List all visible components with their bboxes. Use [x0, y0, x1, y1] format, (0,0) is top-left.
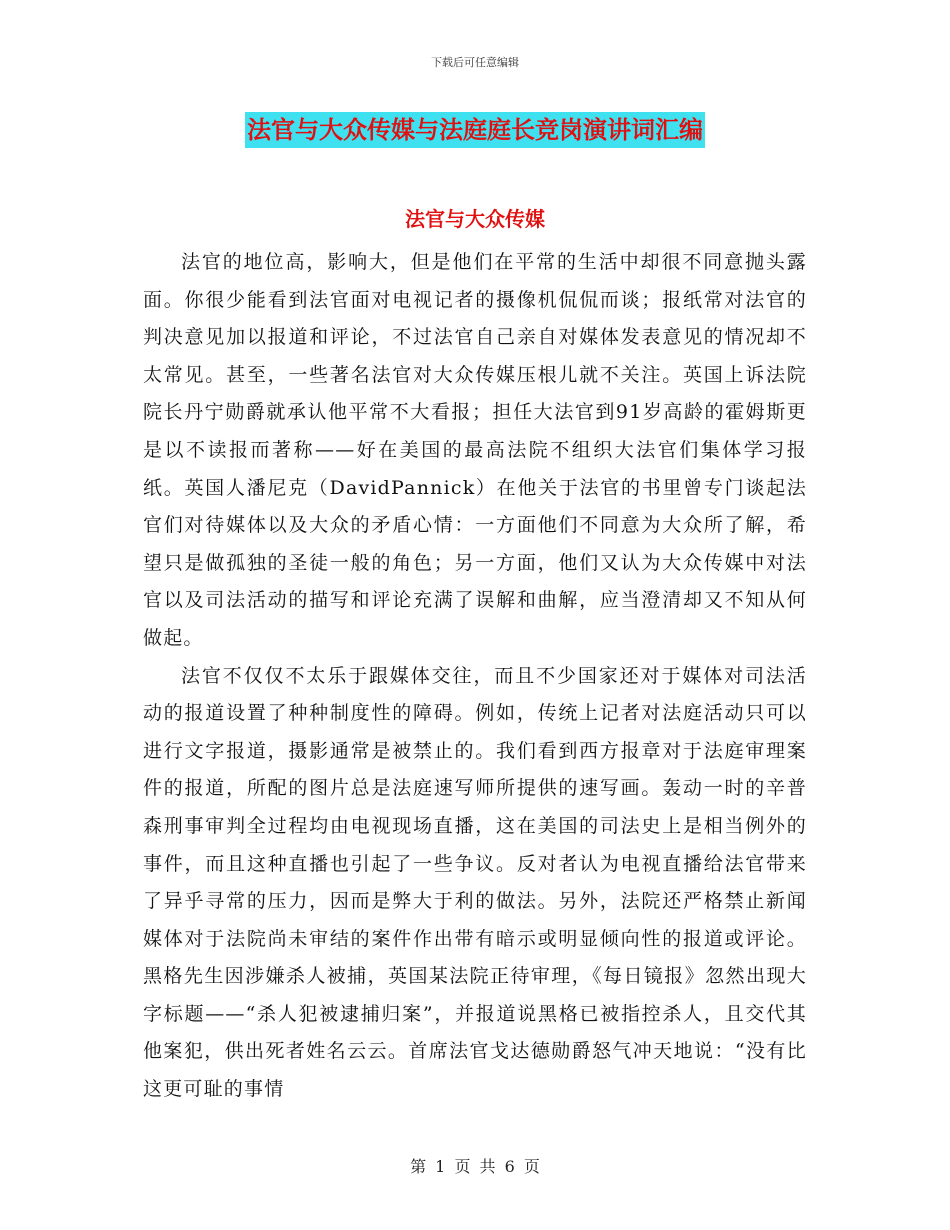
page-header-note: 下载后可任意编辑	[431, 56, 519, 69]
paragraph: 法官的地位高，影响大，但是他们在平常的生活中却很不同意抛头露面。你很少能看到法官面对电视记者的摄像机侃侃而谈；报纸常对法官的判决意见加以报道和评论，不过法官自己亲自对媒体发表意见的情况却不太常见。甚至，一些著名法官对大众传媒压根儿就不关注。英国上诉法院院长丹宁勋爵就承认他平常不大看报；担任大法官到91岁高龄的霍姆斯更是以不读报而著称——好在美国的最高法院不组织大法官们集体学习报纸。英国人潘尼克（DavidPannick）在他关于法官的书里曾专门谈起法官们对待媒体以及大众的矛盾心情：一方面他们不同意为大众所了解，希望只是做孤独的圣徒一般的角色；另一方面，他们又认为大众传媒中对法官以及司法活动的描写和评论充满了误解和曲解，应当澄清却又不知从何做起。	[143, 251, 807, 649]
document-title: 法官与大众传媒与法庭庭长竞岗演讲词汇编	[245, 112, 705, 148]
page-number: 第 1 页 共 6 页	[410, 1157, 540, 1176]
paragraph: 法官不仅仅不太乐于跟媒体交往，而且不少国家还对于媒体对司法活动的报道设置了种种制度性的障碍。例如，传统上记者对法庭活动只可以进行文字报道，摄影通常是被禁止的。我们看到西方报章对于法庭审理案件的报道，所配的图片总是法庭速写师所提供的速写画。轰动一时的辛普森刑事审判全过程均由电视现场直播，这在美国的司法史上是相当例外的事件，而且这种直播也引起了一些争议。反对者认为电视直播给法官带来了异乎寻常的压力，因而是弊大于利的做法。另外，法院还严格禁止新闻媒体对于法院尚未审结的案件作出带有暗示或明显倾向性的报道或评论。黑格先生因涉嫌杀人被捕，英国某法院正待审理，《每日镜报》忽然出现大字标题——“杀人犯被逮捕归案”，并报道说黑格已被指控杀人，且交代其他案犯，供出死者姓名云云。首席法官戈达德勋爵怒气冲天地说：“没有比这更可耻的事情	[143, 664, 807, 1101]
document-body	[143, 244, 807, 1109]
section-title: 法官与大众传媒	[405, 207, 545, 231]
document-title-container	[0, 112, 950, 148]
